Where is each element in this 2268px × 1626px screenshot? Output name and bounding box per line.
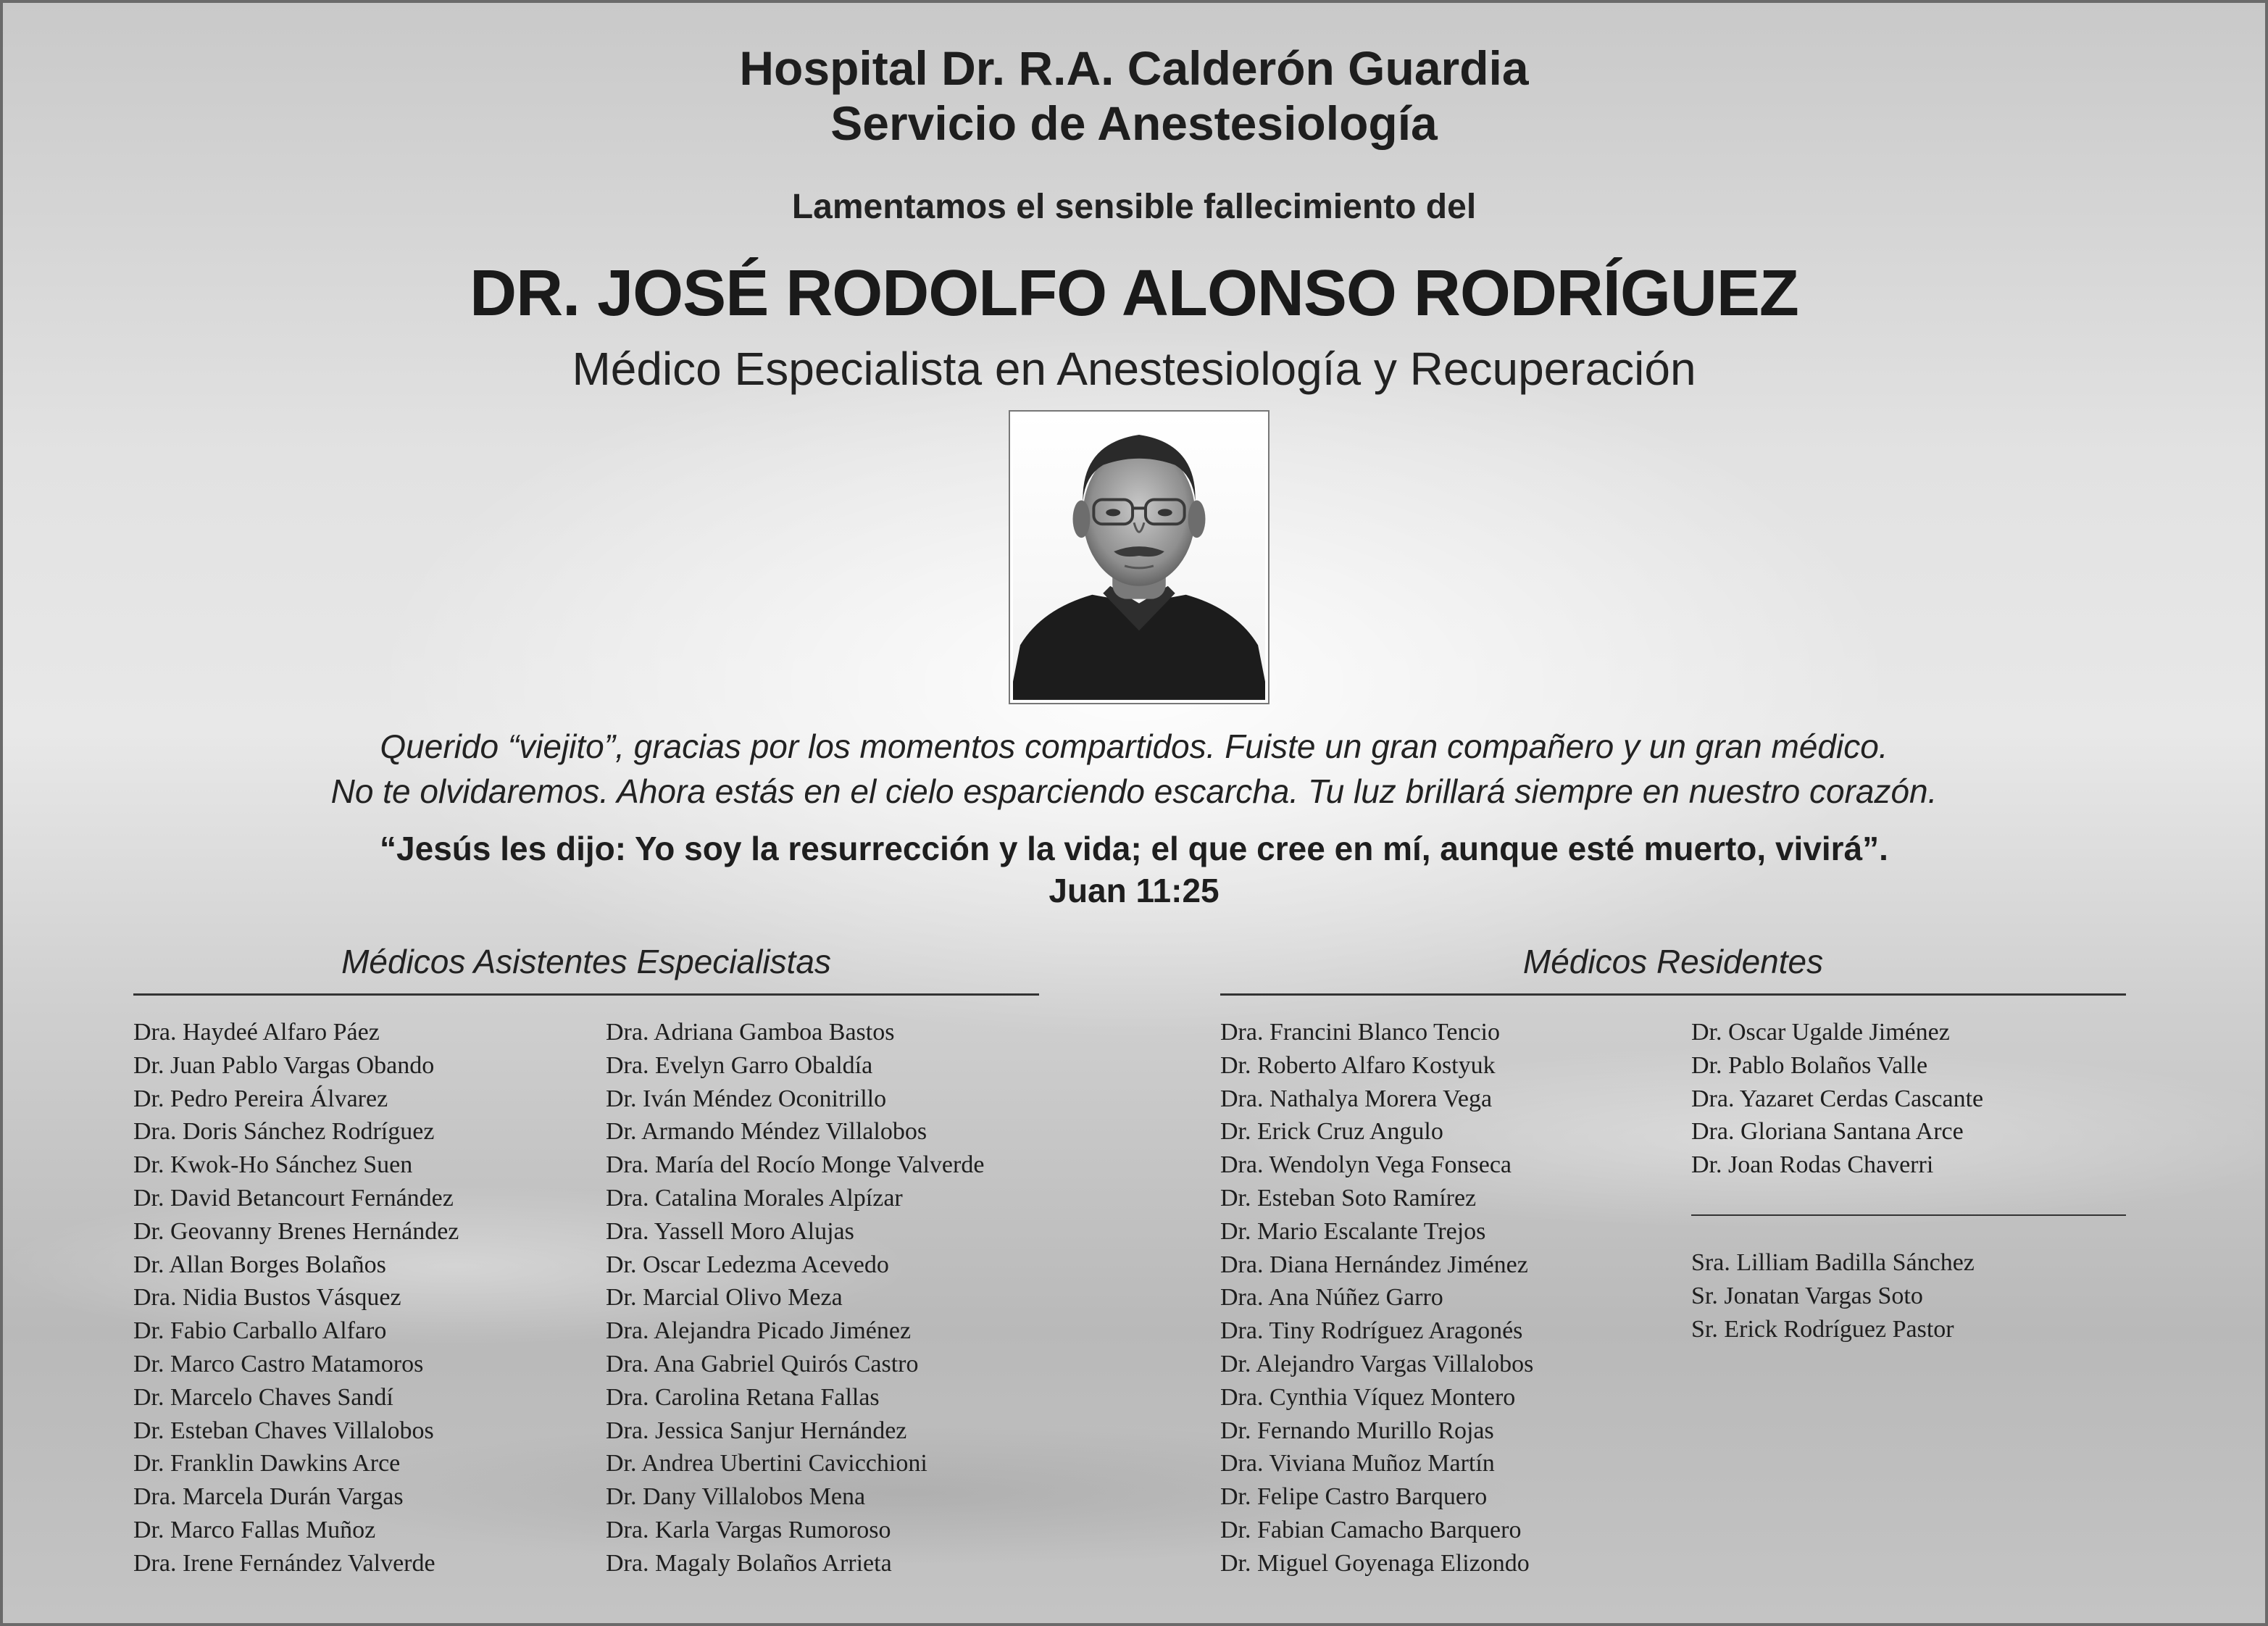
list-item: Dr. Marcial Olivo Meza <box>606 1284 843 1312</box>
list-item: Dr. Fabio Carballo Alfaro <box>133 1317 387 1345</box>
list-item: Dra. Tiny Rodríguez Aragonés <box>1220 1317 1523 1345</box>
asistentes-list-2 <box>606 1016 984 1580</box>
list-item: Dr. Marcelo Chaves Sandí <box>133 1383 393 1411</box>
list-item: Dra. Doris Sánchez Rodríguez <box>133 1118 435 1146</box>
asistentes-divider <box>133 993 1039 996</box>
list-item: Dr. Esteban Chaves Villalobos <box>133 1417 434 1444</box>
hospital-header <box>3 41 2265 151</box>
list-item: Dr. Mario Escalante Trejos <box>1220 1217 1486 1245</box>
hospital-name: Hospital Dr. R.A. Calderón Guardia <box>739 41 1529 95</box>
list-item: Sr. Erick Rodríguez Pastor <box>1691 1315 1954 1343</box>
list-item: Dra. María del Rocío Monge Valverde <box>606 1151 985 1179</box>
list-item: Dr. Marco Castro Matamoros <box>133 1350 424 1377</box>
staff-list <box>1691 1246 1975 1346</box>
list-item: Dra. Gloriana Santana Arce <box>1691 1118 1964 1146</box>
portrait-photo <box>1009 410 1270 704</box>
verse-reference: Juan 11:25 <box>1048 872 1220 909</box>
bible-verse <box>3 827 2265 912</box>
list-item: Dra. Magaly Bolaños Arrieta <box>606 1549 892 1577</box>
list-item: Dr. Erick Cruz Angulo <box>1220 1118 1443 1146</box>
list-item: Dra. Haydeé Alfaro Páez <box>133 1019 380 1046</box>
asistentes-title: Médicos Asistentes Especialistas <box>341 943 831 980</box>
list-item: Dr. Joan Rodas Chaverri <box>1691 1151 1934 1179</box>
list-item: Dr. Pablo Bolaños Valle <box>1691 1051 1928 1079</box>
list-item: Sr. Jonatan Vargas Soto <box>1691 1282 1923 1309</box>
list-item: Dra. Viviana Muñoz Martín <box>1220 1450 1495 1477</box>
verse-text: “Jesús les dijo: Yo soy la resurrección y la vida; el que cree en mí, aunque esté muerto, vivirá”. <box>380 830 1888 867</box>
list-item: Dra. Diana Hernández Jiménez <box>1220 1251 1528 1278</box>
residentes-title: Médicos Residentes <box>1522 943 1824 980</box>
list-item: Dr. Oscar Ugalde Jiménez <box>1691 1019 1950 1046</box>
list-item: Dr. Allan Borges Bolaños <box>133 1251 386 1278</box>
message-line-2: No te olvidaremos. Ahora estás en el cielo esparciendo escarcha. Tu luz brillará siempre en nuestro corazón. <box>330 772 1938 810</box>
residentes-list-1 <box>1220 1016 1533 1580</box>
deceased-name: DR. JOSÉ RODOLFO ALONSO RODRÍGUEZ <box>470 257 1798 330</box>
list-item: Dra. Yazaret Cerdas Cascante <box>1691 1085 1984 1112</box>
list-item: Dra. Nidia Bustos Vásquez <box>133 1284 401 1312</box>
deceased-specialty: Médico Especialista en Anestesiología y Recuperación <box>572 343 1696 395</box>
list-item: Dr. Roberto Alfaro Kostyuk <box>1220 1051 1496 1079</box>
list-item: Dr. Alejandro Vargas Villalobos <box>1220 1350 1534 1377</box>
list-item: Dra. Karla Vargas Rumoroso <box>606 1516 891 1543</box>
service-name: Servicio de Anestesiología <box>830 96 1438 150</box>
list-item: Dra. Alejandra Picado Jiménez <box>606 1317 912 1345</box>
list-item: Dr. Dany Villalobos Mena <box>606 1483 866 1511</box>
list-item: Dr. Esteban Soto Ramírez <box>1220 1184 1477 1212</box>
list-item: Dr. Oscar Ledezma Acevedo <box>606 1251 889 1278</box>
list-item: Dr. Juan Pablo Vargas Obando <box>133 1051 435 1079</box>
list-item: Dra. Evelyn Garro Obaldía <box>606 1051 873 1079</box>
list-item: Dr. Fabian Camacho Barquero <box>1220 1516 1522 1543</box>
residentes-list-2 <box>1691 1016 1983 1182</box>
list-item: Dra. Carolina Retana Fallas <box>606 1383 880 1411</box>
list-item: Sra. Lilliam Badilla Sánchez <box>1691 1249 1975 1276</box>
residentes-divider <box>1220 993 2126 996</box>
list-item: Dra. Irene Fernández Valverde <box>133 1549 435 1577</box>
list-item: Dr. Fernando Murillo Rojas <box>1220 1417 1494 1444</box>
list-item: Dra. Ana Gabriel Quirós Castro <box>606 1350 919 1377</box>
farewell-message <box>3 724 2265 814</box>
portrait-icon <box>1013 414 1265 700</box>
list-item: Dr. Pedro Pereira Álvarez <box>133 1085 388 1112</box>
list-item: Dr. Iván Méndez Oconitrillo <box>606 1085 887 1112</box>
list-item: Dr. Geovanny Brenes Hernández <box>133 1217 459 1245</box>
message-line-1: Querido “viejito”, gracias por los momentos compartidos. Fuiste un gran compañero y un gran médico. <box>380 727 1888 765</box>
list-item: Dra. Ana Núñez Garro <box>1220 1284 1443 1312</box>
list-item: Dra. Cynthia Víquez Montero <box>1220 1383 1516 1411</box>
staff-divider <box>1691 1214 2126 1216</box>
list-item: Dr. Miguel Goyenaga Elizondo <box>1220 1549 1530 1577</box>
list-item: Dr. Franklin Dawkins Arce <box>133 1450 401 1477</box>
list-item: Dra. Nathalya Morera Vega <box>1220 1085 1493 1112</box>
list-item: Dra. Marcela Durán Vargas <box>133 1483 404 1511</box>
lament-line: Lamentamos el sensible fallecimiento del <box>791 188 1477 226</box>
list-item: Dra. Francini Blanco Tencio <box>1220 1019 1500 1046</box>
list-item: Dr. David Betancourt Fernández <box>133 1184 454 1212</box>
list-item: Dr. Armando Méndez Villalobos <box>606 1118 927 1146</box>
asistentes-list-1 <box>133 1016 459 1580</box>
list-item: Dra. Yassell Moro Alujas <box>606 1217 854 1245</box>
list-item: Dra. Jessica Sanjur Hernández <box>606 1417 907 1444</box>
list-item: Dr. Andrea Ubertini Cavicchioni <box>606 1450 927 1477</box>
list-item: Dr. Felipe Castro Barquero <box>1220 1483 1488 1511</box>
list-item: Dra. Catalina Morales Alpízar <box>606 1184 903 1212</box>
list-item: Dr. Marco Fallas Muñoz <box>133 1516 376 1543</box>
list-item: Dra. Adriana Gamboa Bastos <box>606 1019 895 1046</box>
list-item: Dr. Kwok-Ho Sánchez Suen <box>133 1151 413 1179</box>
list-item: Dra. Wendolyn Vega Fonseca <box>1220 1151 1512 1179</box>
